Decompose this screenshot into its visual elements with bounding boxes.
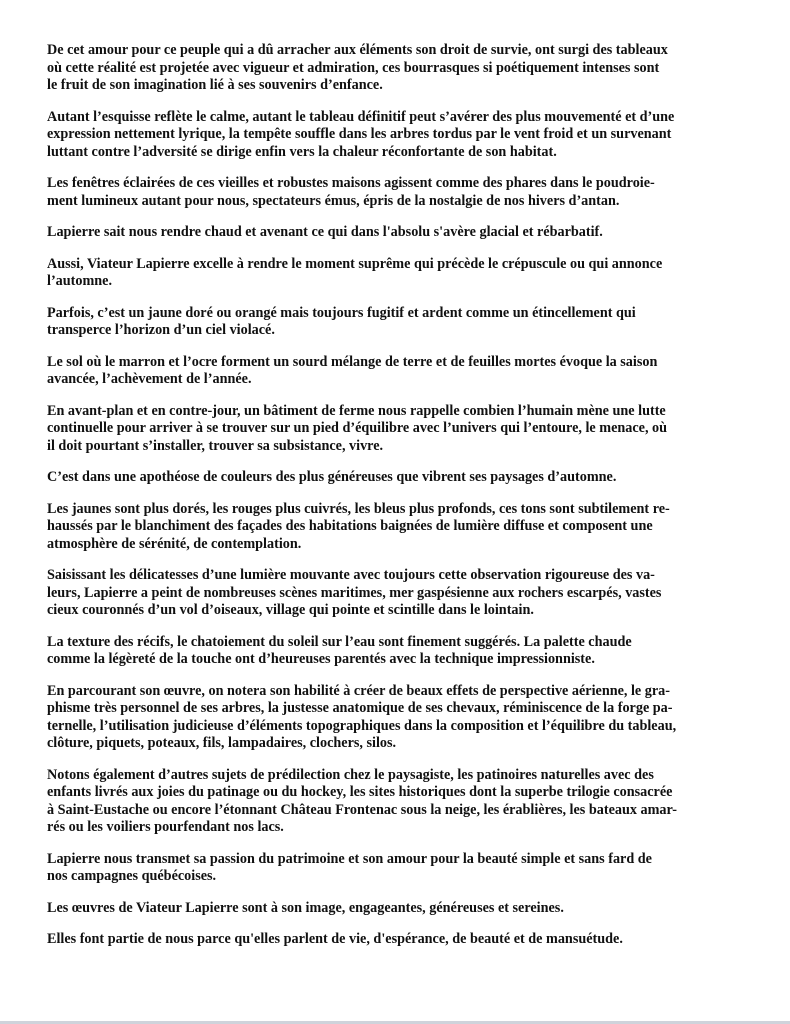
text-line: expression nettement lyrique, la tempête souffle dans les arbres tordus par le vent froid et un survenant — [47, 126, 672, 142]
paragraph — [47, 634, 747, 669]
text-line: Parfois, c’est un jaune doré ou orangé mais toujours fugitif et ardent comme un étincellement qui — [47, 304, 636, 321]
text-line: nos campagnes québécoises. — [47, 868, 217, 884]
text-line: En parcourant son œuvre, on notera son habilité à créer de beaux effets de perspective aérienne, le gra- — [47, 682, 670, 699]
paragraph — [47, 683, 747, 753]
text-line: clôture, piquets, poteaux, fils, lampadaires, clochers, silos. — [47, 735, 397, 751]
text-line: Lapierre nous transmet sa passion du patrimoine et son amour pour la beauté simple et sans fard de — [47, 850, 652, 867]
text-line: Les fenêtres éclairées de ces vieilles et robustes maisons agissent comme des phares dans le poudroie- — [47, 175, 655, 191]
paragraph — [47, 931, 747, 949]
paragraph — [47, 256, 747, 291]
text-line: Lapierre sait nous rendre chaud et avenant ce qui dans l'absolu s'avère glacial et rébarbatif. — [47, 224, 603, 240]
paragraph — [47, 851, 747, 886]
paragraph — [47, 42, 747, 95]
text-line: cieux couronnés d’un vol d’oiseaux, village qui pointe et scintille dans le lointain. — [47, 602, 534, 618]
text-line: avancée, l’achèvement de l’année. — [47, 371, 252, 387]
text-line: leurs, Lapierre a peint de nombreuses scènes maritimes, mer gaspésienne aux rochers escarpés, vastes — [47, 584, 662, 601]
text-line: phisme très personnel de ses arbres, la justesse anatomique de ses chevaux, réminiscence de la forge pa- — [47, 700, 673, 716]
text-line: La texture des récifs, le chatoiement du soleil sur l’eau sont finement suggérés. La palette chaude — [47, 633, 632, 650]
text-line: ment lumineux autant pour nous, spectateurs émus, épris de la nostalgie de nos hivers d’antan. — [47, 192, 620, 209]
text-line: Elles font partie de nous parce qu'elles parlent de vie, d'espérance, de beauté et de mansuétude. — [47, 931, 623, 947]
text-line: Le sol où le marron et l’ocre forment un sourd mélange de terre et de feuilles mortes évoque la saison — [47, 353, 658, 370]
text-line: ternelle, l’utilisation judicieuse d’éléments topographiques dans la composition et l’équilibre du tableau, — [47, 717, 677, 734]
text-line: Notons également d’autres sujets de prédilection chez le paysagiste, les patinoires naturelles avec des — [47, 766, 654, 783]
text-line: l’automne. — [47, 273, 113, 289]
text-line: transperce l’horizon d’un ciel violacé. — [47, 322, 275, 338]
text-line: Autant l’esquisse reflète le calme, autant le tableau définitif peut s’avérer des plus mouvementé et d’une — [47, 108, 675, 125]
text-line: comme la légèreté de la touche ont d’heureuses parentés avec la technique impressionniste. — [47, 651, 595, 667]
paragraph — [47, 224, 747, 242]
text-line: atmosphère de sérénité, de contemplation. — [47, 535, 302, 552]
paragraph — [47, 354, 747, 389]
text-line: rés ou les voiliers pourfendant nos lacs. — [47, 819, 284, 835]
text-line: Les jaunes sont plus dorés, les rouges plus cuivrés, les bleus plus profonds, ces tons sont subtilement re- — [47, 500, 670, 517]
paragraph — [47, 109, 747, 162]
text-line: C’est dans une apothéose de couleurs des plus généreuses que vibrent ses paysages d’automne. — [47, 469, 617, 485]
paragraph — [47, 501, 747, 554]
text-line: Aussi, Viateur Lapierre excelle à rendre le moment suprême qui précède le crépuscule ou qui annonce — [47, 255, 663, 272]
text-line: De cet amour pour ce peuple qui a dû arracher aux éléments son droit de survie, ont surgi des tableaux — [47, 42, 668, 58]
text-line: à Saint-Eustache ou encore l’étonnant Château Frontenac sous la neige, les érablières, les bateaux amar- — [47, 801, 677, 818]
text-line: Saisissant les délicatesses d’une lumière mouvante avec toujours cette observation rigoureuse des va- — [47, 567, 655, 583]
document-body — [47, 42, 747, 963]
text-line: il doit pourtant s’installer, trouver sa subsistance, vivre. — [47, 437, 384, 454]
paragraph — [47, 305, 747, 340]
text-line: Les œuvres de Viateur Lapierre sont à son image, engageantes, généreuses et sereines. — [47, 899, 564, 916]
paragraph — [47, 767, 747, 837]
paragraph — [47, 900, 747, 918]
paragraph — [47, 567, 747, 620]
text-line: continuelle pour arriver à se trouver sur un pied d’équilibre avec l’univers qui l’entoure, le menace, où — [47, 420, 668, 436]
paragraph — [47, 403, 747, 456]
text-line: où cette réalité est projetée avec vigueur et admiration, ces bourrasques si poétiquement intenses sont — [47, 59, 660, 76]
text-line: le fruit de son imagination lié à ses souvenirs d’enfance. — [47, 77, 383, 93]
paragraph — [47, 469, 747, 487]
text-line: En avant-plan et en contre-jour, un bâtiment de ferme nous rappelle combien l’humain mène une lutte — [47, 402, 666, 419]
text-line: enfants livrés aux joies du patinage ou du hockey, les sites historiques dont la superbe trilogie consacrée — [47, 784, 673, 800]
text-line: luttant contre l’adversité se dirige enfin vers la chaleur réconfortante de son habitat. — [47, 143, 557, 160]
text-line: haussés par le blanchiment des façades des habitations baignées de lumière diffuse et composent une — [47, 518, 653, 534]
paragraph — [47, 175, 747, 210]
